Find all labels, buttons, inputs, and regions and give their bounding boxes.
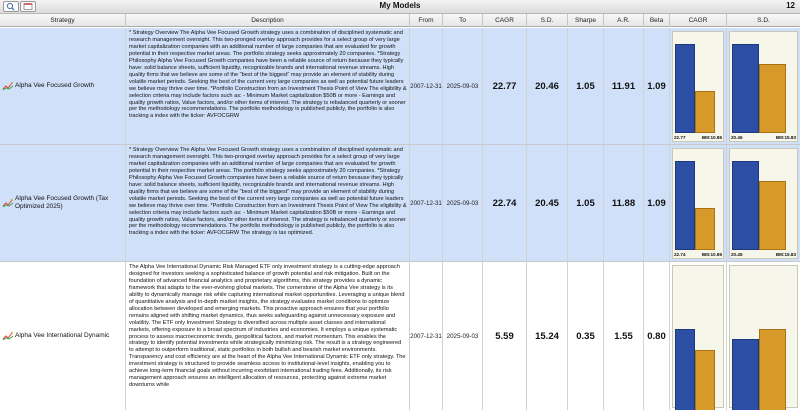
strategy-description: * Strategy Overview The Alpha Vee Focused Growth strategy uses a combination of disciplined systematic and research management oversight. This two-pronged overlay approach provides for a select group of very large market capitalization companies with an additional number of large companies that are evaluated for growth potential in their respective market areas. The portfolio strategy seeks approximately 20 companies. *Strategy Philosophy Alpha Vee Focused Growth companies have been a reliable source of return because they typically have: solid balance sheets, sufficient liquidity, recognizable brands and international revenue streams. High quality firms that we believe are some of the "best of the biggest" may provide an element of stability during volatile market periods. Seeking the best of the current very large companies as well as potential future leaders we believe may thrive over time. *Portfolio Construction from an Investment Thesis Point of View The eligibility & selection criteria may include factors such as: - Minimum Market capitalization $50B or more - Earnings and quality growth ratios, Value factors, and/or other items of interest. The strategy is rebalanced quarterly or sooner per the methodology recommendations. The portfolio methodology is published publicly, the portfolio is also tracking a index with the ticker: AVFOCGRW <box>126 28 410 144</box>
cagr-value: 5.59 <box>483 262 527 410</box>
strategy-name: Alpha Vee Focused Growth (Tax Optimized 2025) <box>15 195 109 210</box>
strategy-chart-icon <box>2 331 14 341</box>
strategy-chart-icon <box>2 81 14 91</box>
header-strategy[interactable]: Strategy <box>0 14 126 27</box>
table-row[interactable] <box>0 28 800 145</box>
cagr-chart <box>672 31 724 142</box>
sharpe-value: 1.05 <box>568 28 604 144</box>
strategy-cell <box>0 262 126 410</box>
cagr-chart-cell <box>670 145 727 261</box>
from-date: 2007-12-31 <box>410 28 443 144</box>
header-ar[interactable]: A.R. <box>604 14 644 27</box>
strategy-cell <box>0 28 126 144</box>
sharpe-value: 1.05 <box>568 145 604 261</box>
header-cagr-chart[interactable]: CAGR <box>670 14 727 27</box>
strategy-bar-label: 20.45 <box>731 252 743 257</box>
table-row[interactable] <box>0 145 800 262</box>
beta-value: 0.80 <box>644 262 670 410</box>
cagr-chart-cell <box>670 28 727 144</box>
sd-value: 20.45 <box>527 145 568 261</box>
beta-value: 1.09 <box>644 28 670 144</box>
title-bar <box>0 0 800 14</box>
benchmark-bar-label: BM:15.83 <box>775 135 796 140</box>
strategy-bar <box>732 44 759 133</box>
strategy-bar-label: 22.74 <box>674 252 686 257</box>
benchmark-bar-label: BM:10.86 <box>701 252 722 257</box>
ar-value: 11.88 <box>604 145 644 261</box>
strategy-cell <box>0 145 126 261</box>
sd-chart <box>729 31 798 142</box>
table-row[interactable] <box>0 262 800 410</box>
model-count: 12 <box>786 1 795 10</box>
sd-chart-cell <box>727 262 800 410</box>
benchmark-bar <box>759 329 786 410</box>
cagr-chart <box>672 148 724 259</box>
to-date: 2025-09-03 <box>443 262 483 410</box>
sd-chart-cell <box>727 28 800 144</box>
sharpe-value: 0.35 <box>568 262 604 410</box>
header-sd-chart[interactable]: S.D. <box>757 17 770 24</box>
strategy-bar <box>732 161 759 250</box>
strategy-chart-icon <box>2 198 14 208</box>
strategy-bar <box>675 44 695 133</box>
sd-value: 15.24 <box>527 262 568 410</box>
header-beta[interactable]: Beta <box>644 14 670 27</box>
benchmark-bar <box>759 64 786 133</box>
strategy-bar-label: 20.46 <box>731 135 743 140</box>
cagr-chart-cell <box>670 262 727 410</box>
benchmark-bar-label: BM:10.86 <box>701 135 722 140</box>
header-cagr[interactable]: CAGR <box>483 14 527 27</box>
to-date: 2025-09-03 <box>443 145 483 261</box>
sd-chart <box>729 148 798 259</box>
cagr-chart <box>672 265 724 408</box>
to-date: 2025-09-03 <box>443 28 483 144</box>
benchmark-bar <box>695 91 715 133</box>
benchmark-bar <box>695 350 715 410</box>
from-date: 2007-12-31 <box>410 262 443 410</box>
sd-chart <box>729 265 798 408</box>
strategy-bar <box>675 329 695 410</box>
header-to[interactable]: To <box>443 14 483 27</box>
sd-value: 20.46 <box>527 28 568 144</box>
strategy-description: * Strategy Overview The Alpha Vee Focused Growth strategy uses a combination of disciplined systematic and research management oversight. This two-pronged overlay approach provides for a select group of very large market capitalization companies with an additional number of large companies that are evaluated for growth potential in their respective market areas. The portfolio strategy seeks approximately 20 companies. *Strategy Philosophy Alpha Vee Focused Growth companies have been a reliable source of return because they typically have: solid balance sheets, sufficient liquidity, recognizable brands and international revenue streams. High quality firms that we believe are some of the "best of the biggest" may provide an element of stability during volatile market periods. Seeking the best of the current very large companies as well as potential future leaders we believe may thrive over time. *Portfolio Construction from an Investment Thesis Point of View The eligibility & selection criteria may include factors such as: - Minimum Market capitalization $50B or more - Earnings and quality growth ratios, Value factors, and/or other items of interest. The strategy is rebalanced quarterly or sooner per the methodology recommendations. The portfolio methodology is published publicly, the portfolio is also tracking a index with the ticker: AVFOCGRW The strategy is tax optimized. <box>126 145 410 261</box>
header-sharpe[interactable]: Sharpe <box>568 14 604 27</box>
benchmark-bar <box>759 181 786 250</box>
strategy-name: Alpha Vee Focused Growth <box>15 82 95 89</box>
table-header <box>0 14 800 27</box>
cagr-value: 22.77 <box>483 28 527 144</box>
header-description[interactable]: Description <box>126 14 410 27</box>
ar-value: 1.55 <box>604 262 644 410</box>
strategy-bar <box>732 339 759 410</box>
window-title: My Models <box>379 1 421 10</box>
benchmark-bar-label: BM:15.83 <box>775 252 796 257</box>
header-sd[interactable]: S.D. <box>527 14 568 27</box>
from-date: 2007-12-31 <box>410 145 443 261</box>
strategy-bar <box>675 161 695 250</box>
header-from[interactable]: From <box>410 14 443 27</box>
beta-value: 1.09 <box>644 145 670 261</box>
benchmark-bar <box>695 208 715 251</box>
strategy-description: The Alpha Vee International Dynamic Risk Managed ETF only investment strategy is a cutting-edge approach designed for investors seeking a sophisticated balance of growth potential and risk mitigation. Built on the foundation of advanced financial analytics and proprietary algorithms, this strategy provides a dynamic framework that adapts to the ever-evolving global markets. The cornerstone of the Alpha Vee strategy is its ability to dynamically manage risk while capturing international market opportunities. Leveraging a unique blend of quantitative analysis and in-depth market insights, the strategy evaluates market conditions to optimize allocation between developed and emerging markets. This proactive approach ensures that your portfolio remains aligned with shifting market dynamics, thus seeks safeguarding against unnecessary exposure and volatility. The ETF only Investment Strategy is diversified across multiple asset classes and international markets, offering exposure to a broad spectrum of industries and economies. It employs a unique systematic process to assess macroeconomic trends, geopolitical factors, and market momentum. This enables the strategy to identify potential investments while strategically minimizing risk. The result is a strategy engineered to attempt to outperform traditional, static portfolios in both bullish and bearish market environments. Transparency and cost efficiency are at the heart of the Alpha Vee International Dynamic ETF only strategy. The investment strategy is structured to provide seamless access to institutional-level insights, enabling you to achieve long-term financial goals without incurring exorbitant international trading fees. Additionally, its risk management approach ensures an intelligent allocation of resources, protecting against extreme market downturns while <box>126 262 410 410</box>
strategy-name: Alpha Vee International Dynamic <box>15 332 110 339</box>
ar-value: 11.91 <box>604 28 644 144</box>
strategy-bar-label: 22.77 <box>674 135 686 140</box>
cagr-value: 22.74 <box>483 145 527 261</box>
sd-chart-cell <box>727 145 800 261</box>
